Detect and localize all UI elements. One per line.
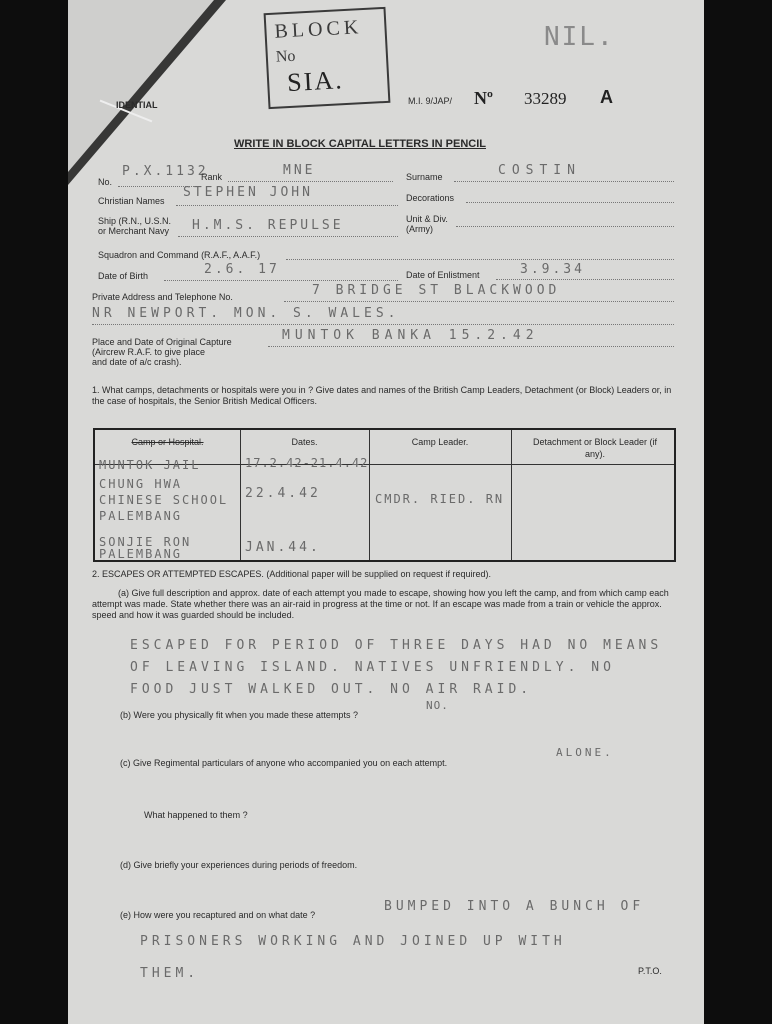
- row2-leader: CMDR. RIED. RN: [375, 492, 505, 506]
- surname-label: Surname: [406, 172, 443, 182]
- instruction-heading: WRITE IN BLOCK CAPITAL LETTERS IN PENCIL: [234, 138, 486, 150]
- christian-value: STEPHEN JOHN: [183, 185, 313, 200]
- question-2e: (e) How were you recaptured and on what date ?: [120, 910, 316, 920]
- surname-line: [454, 181, 674, 182]
- right-scan-border: [704, 0, 772, 1024]
- capture-label-3: and date of a/c crash).: [92, 357, 182, 367]
- row1-camp: MUNTOK JAIL: [99, 458, 201, 472]
- surname-value: COSTIN: [498, 163, 581, 178]
- block-stamp: [264, 7, 391, 109]
- capture-line: [268, 346, 674, 347]
- answer-2b: NO.: [426, 699, 449, 712]
- question-2c: (c) Give Regimental particulars of anyone who accompanied you on each attempt.: [120, 758, 448, 768]
- header-detachment: Detachment or Block Leader (if any).: [532, 437, 658, 459]
- enlistment-label: Date of Enlistment: [406, 270, 480, 280]
- ship-value: H.M.S. REPULSE: [192, 218, 344, 233]
- question-2-heading: 2. ESCAPES OR ATTEMPTED ESCAPES. (Additional paper will be supplied on request if required).: [92, 569, 492, 579]
- address-label: Private Address and Telephone No.: [92, 292, 233, 302]
- col-divider-2: [369, 430, 370, 560]
- answer-2a-line1: ESCAPED FOR PERIOD OF THREE DAYS HAD NO MEANS: [130, 638, 663, 653]
- row3-camp: SONJIE RON PALEMBANG: [99, 535, 192, 561]
- stamp-line3: SIA.: [286, 65, 345, 98]
- address-line-1: [284, 301, 674, 302]
- unit-label-1: Unit & Div.: [406, 214, 448, 224]
- header-camp: [95, 436, 240, 448]
- stamp-line1: BLOCK: [273, 16, 363, 43]
- dob-value: 2.6. 17: [204, 262, 280, 277]
- header-dates: Dates.: [291, 437, 318, 447]
- answer-2c: ALONE.: [556, 746, 614, 759]
- document-number: 33289: [524, 89, 567, 108]
- ship-label-2: or Merchant Navy: [98, 226, 170, 236]
- header-leader: Camp Leader.: [411, 437, 469, 447]
- squadron-label: Squadron and Command (R.A.F., A.A.F.): [98, 250, 261, 260]
- question-2b: (b) Were you physically fit when you made these attempts ?: [120, 710, 358, 720]
- nil-annotation: NIL.: [544, 22, 615, 52]
- rank-value: MNE: [283, 163, 316, 178]
- stamp-line2: No: [275, 47, 296, 66]
- pto-label: P.T.O.: [638, 966, 662, 976]
- decorations-line: [466, 202, 674, 203]
- decorations-label: Decorations: [406, 193, 455, 203]
- unit-label: [406, 214, 448, 234]
- address-value-1: 7 BRIDGE ST BLACKWOOD: [312, 283, 561, 298]
- question-2a: (a) Give full description and approx. date of each attempt you made to escape, showing how you left the camp, and from which camp each attempt was made. State whether there was an air-raid in progress at the time or not. If an escape was made from a train or vehicle the approx. speed and how it was guarded should be included.: [92, 588, 669, 620]
- capture-label-2: (Aircrew R.A.F. to give place: [92, 347, 206, 357]
- answer-2a-line3: FOOD JUST WALKED OUT. NO AIR RAID.: [130, 682, 533, 697]
- capture-value: MUNTOK BANKA 15.2.42: [282, 328, 539, 343]
- ship-line: [178, 236, 398, 237]
- no-value: P.X.1132: [122, 164, 209, 179]
- question-2c-followup: What happened to them ?: [144, 810, 248, 820]
- answer-2a-line2: OF LEAVING ISLAND. NATIVES UNFRIENDLY. NO: [130, 660, 615, 675]
- number-label: Nº: [474, 88, 493, 108]
- document-letter: A: [600, 87, 613, 107]
- row3-dates: JAN.44.: [245, 540, 321, 555]
- capture-label: [92, 337, 232, 367]
- christian-label: Christian Names: [98, 196, 165, 206]
- squadron-line: [286, 259, 674, 260]
- question-2d: (d) Give briefly your experiences during periods of freedom.: [120, 860, 358, 870]
- christian-line: [176, 205, 398, 206]
- unit-line: [456, 226, 674, 227]
- row2-dates: 22.4.42: [245, 486, 321, 501]
- enlistment-value: 3.9.34: [520, 262, 585, 277]
- ship-label-1: Ship (R.N., U.S.N.: [98, 216, 172, 226]
- left-scan-border: [0, 0, 68, 1024]
- mi-reference: M.I. 9/JAP/: [408, 96, 453, 106]
- confidential-label: IDENTIAL: [116, 100, 158, 110]
- address-line-2: [92, 324, 674, 325]
- folded-tag: [68, 0, 214, 172]
- answer-2e-line3: THEM.: [140, 966, 200, 981]
- col-divider-3: [511, 430, 512, 560]
- address-value-2: NR NEWPORT. MON. S. WALES.: [92, 306, 400, 321]
- header-camp-text: Camp or Hospital.: [131, 437, 204, 447]
- answer-2e-line1: BUMPED INTO A BUNCH OF: [384, 899, 645, 914]
- document-page: [68, 0, 704, 1024]
- question-1: 1. What camps, detachments or hospitals were you in ? Give dates and names of the British Camp Leaders, Detachment (or Block) Leaders or, in the case of hospitals, the Senior British Medical Officers.: [92, 385, 672, 406]
- dob-label: Date of Birth: [98, 271, 149, 281]
- row2-camp: CHUNG HWA CHINESE SCHOOL PALEMBANG: [99, 477, 229, 523]
- capture-label-1: Place and Date of Original Capture: [92, 337, 232, 347]
- camps-table: [93, 428, 676, 562]
- row1-dates: 17.2.42-21.4.42: [245, 456, 369, 470]
- rank-label: Rank: [201, 172, 223, 182]
- unit-label-2: (Army): [406, 224, 433, 234]
- no-label: No.: [98, 177, 113, 187]
- rank-line: [228, 181, 393, 182]
- ship-label: [98, 216, 171, 236]
- col-divider-1: [240, 430, 241, 560]
- enlistment-line: [496, 279, 674, 280]
- answer-2e-line2: PRISONERS WORKING AND JOINED UP WITH: [140, 934, 566, 949]
- dob-line: [164, 280, 398, 281]
